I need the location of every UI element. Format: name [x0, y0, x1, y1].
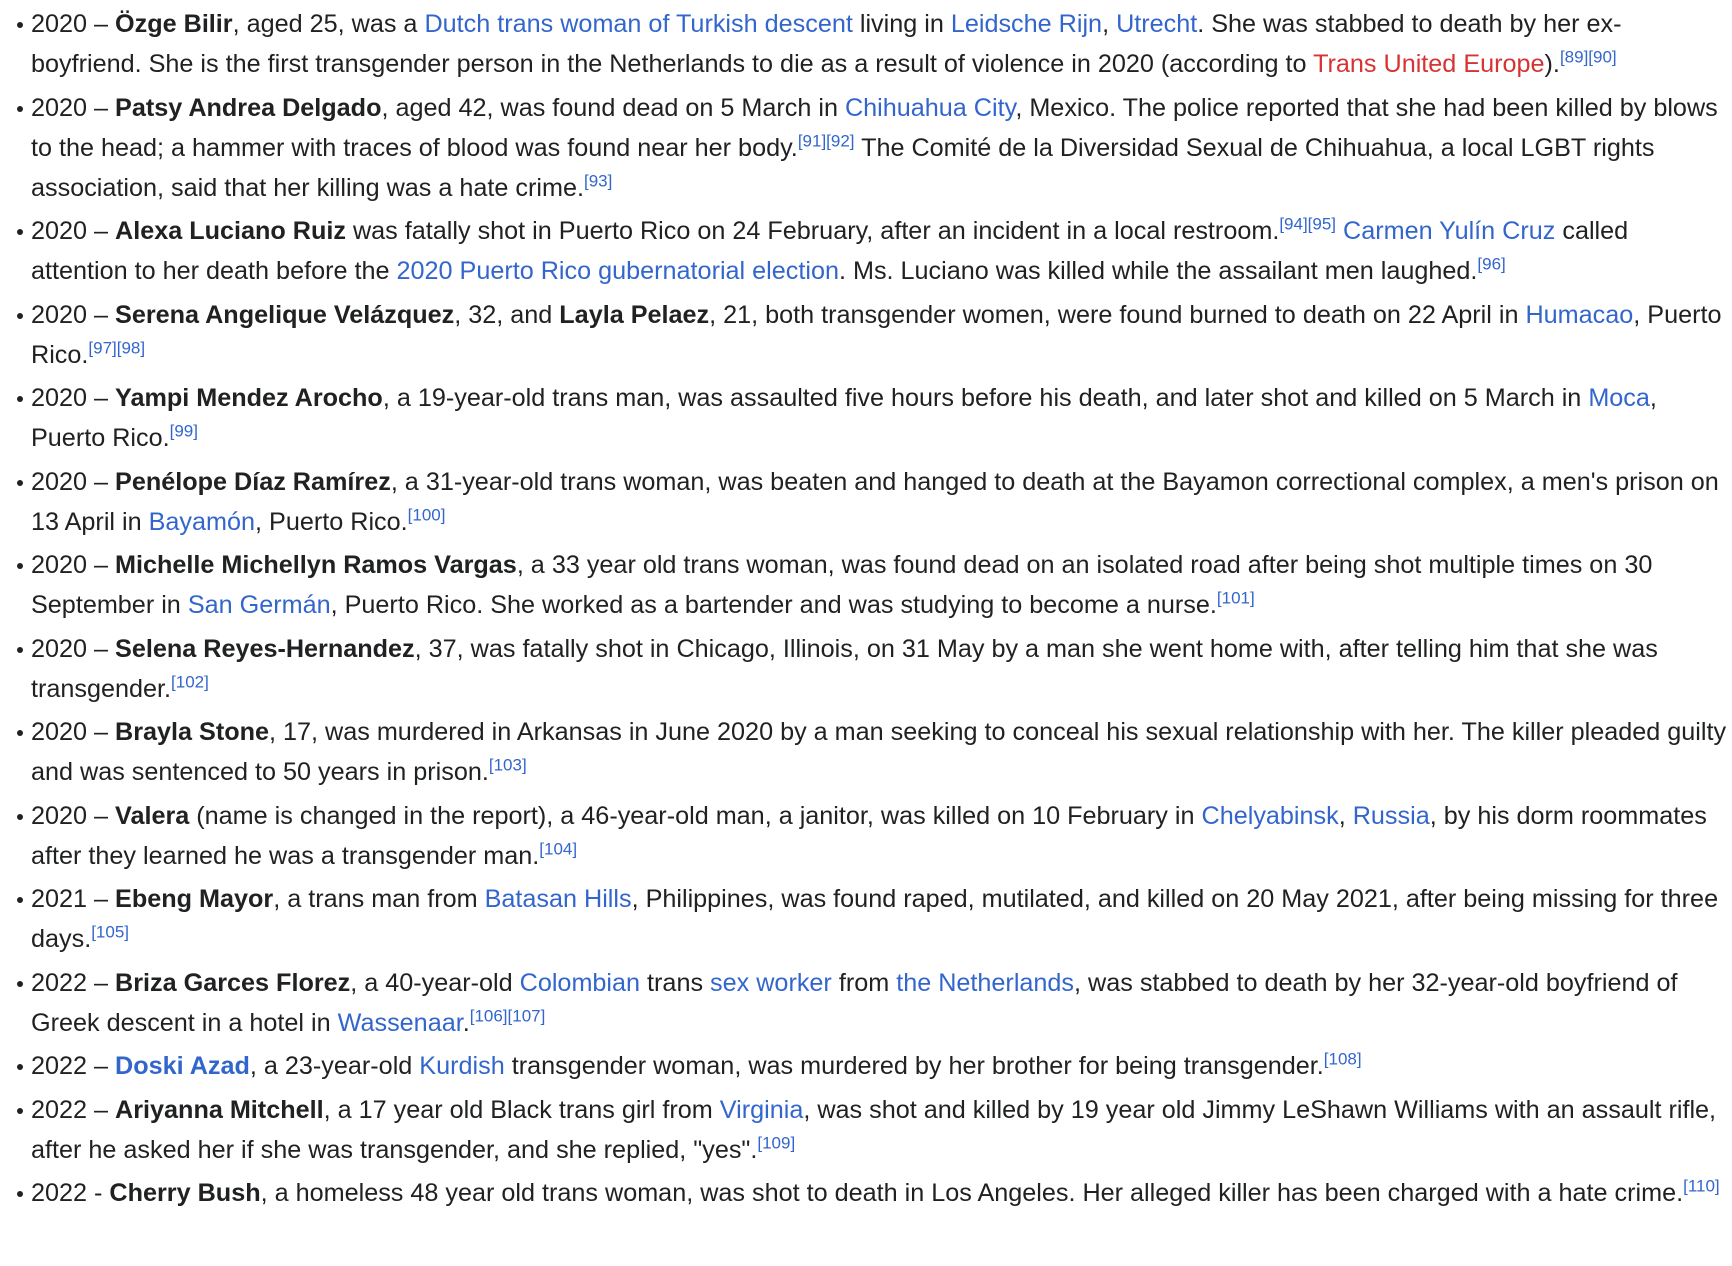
citation-ref	[117, 338, 145, 357]
citation-link[interactable]: [104]	[539, 839, 578, 859]
wiki-link[interactable]: Wassenaar	[337, 1008, 463, 1037]
citation-ref	[489, 756, 527, 775]
victim-name: Ebeng Mayor	[115, 885, 274, 913]
citation-link[interactable]: [90]	[1588, 47, 1617, 67]
victim-name: Cherry Bush	[109, 1179, 261, 1207]
citation-ref	[1308, 215, 1336, 234]
entry-text: living in	[852, 10, 951, 38]
entry-text: , aged 25, was a	[232, 10, 425, 38]
wiki-link[interactable]: Carmen Yulín Cruz	[1343, 217, 1556, 245]
entry-text: 2020 –	[31, 300, 116, 329]
red-link[interactable]: Trans United Europe	[1313, 50, 1545, 78]
entry-text: .	[462, 1008, 470, 1037]
wiki-link[interactable]: sex worker	[710, 968, 832, 997]
entry-text: , Mexico. The police reported that she had been killed by blows to the head; a hammer with traces of blood was found near her body.	[31, 93, 1718, 162]
citation-link[interactable]: [93]	[584, 171, 613, 191]
wiki-link[interactable]: Russia	[1352, 801, 1430, 830]
entry-text: , 32, and	[454, 300, 560, 329]
entry-text: , Puerto Rico.	[31, 300, 1722, 369]
citation-link[interactable]: [109]	[757, 1133, 796, 1153]
entry-text: 2020 –	[31, 217, 116, 245]
entry-text: 2020 –	[31, 718, 116, 746]
citation-ref	[171, 672, 209, 691]
citation-ref	[88, 338, 116, 357]
entry-text: ,	[1102, 10, 1117, 38]
entry-text: , Puerto Rico.	[255, 507, 408, 536]
list-item	[0, 211, 1732, 291]
entry-text: called attention to her death before the	[31, 217, 1629, 285]
wiki-link[interactable]: Utrecht	[1116, 10, 1198, 38]
citation-ref	[826, 131, 854, 150]
victim-name: Yampi Mendez Arocho	[115, 384, 383, 412]
wiki-link[interactable]: Chihuahua City	[844, 93, 1016, 122]
citation-link[interactable]: [108]	[1323, 1049, 1362, 1069]
citation-link[interactable]: [99]	[169, 421, 198, 441]
victim-name: Selena Reyes-Hernandez	[115, 634, 415, 663]
citation-ref	[1560, 48, 1588, 67]
entry-text: 2021 –	[31, 885, 116, 913]
entry-text: from	[831, 968, 897, 997]
victim-name: Michelle Michellyn Ramos Vargas	[115, 551, 517, 579]
victim-name: Serena Angelique Velázquez	[115, 300, 455, 329]
entry-text: , 21, both transgender women, were found burned to death on 22 April in	[709, 300, 1526, 329]
list-item	[0, 629, 1732, 709]
citation-ref	[408, 505, 446, 524]
citation-ref	[1477, 255, 1505, 274]
list-item	[0, 378, 1732, 458]
victim-name: Özge Bilir	[115, 10, 233, 38]
entry-text: 2022 –	[31, 1095, 116, 1124]
incident-list	[0, 4, 1732, 1213]
wiki-link[interactable]: 2020 Puerto Rico gubernatorial election	[396, 257, 839, 285]
citation-ref	[539, 839, 577, 858]
citation-ref	[584, 171, 612, 190]
entry-text: , was stabbed to death by her 32-year-old boyfriend of Greek descent in a hotel in	[31, 968, 1678, 1037]
citation-link[interactable]: [97]	[88, 338, 117, 358]
list-item	[0, 1173, 1732, 1213]
wiki-link[interactable]: Moca	[1588, 384, 1650, 412]
entry-text: 2022 -	[31, 1179, 110, 1207]
citation-link[interactable]: [105]	[91, 922, 130, 942]
entry-text: , Puerto Rico.	[31, 384, 1657, 452]
entry-text: 2020 –	[31, 10, 116, 38]
list-item	[0, 4, 1732, 84]
wiki-link[interactable]: Batasan Hills	[484, 885, 632, 913]
entry-text: , a trans man from	[273, 885, 485, 913]
entry-text: , a 40-year-old	[350, 968, 520, 997]
entry-text: , a homeless 48 year old trans woman, was shot to death in Los Angeles. Her alleged killer has been charged with a hate crime.	[260, 1179, 1684, 1207]
list-item	[0, 462, 1732, 542]
citation-ref	[1217, 589, 1255, 608]
list-item	[0, 88, 1732, 208]
entry-text: transgender woman, was murdered by her brother for being transgender.	[504, 1052, 1324, 1080]
victim-name: Layla Pelaez	[559, 300, 710, 329]
entry-text: , Philippines, was found raped, mutilated, and killed on 20 May 2021, after being missing for three days.	[31, 885, 1719, 953]
citation-link[interactable]: [89]	[1559, 47, 1589, 67]
entry-text: 2020 –	[31, 467, 116, 496]
citation-link[interactable]: [100]	[407, 505, 446, 525]
entry-text: , 37, was fatally shot in Chicago, Illinois, on 31 May by a man she went home with, after telling him that she was transgender.	[31, 634, 1658, 703]
citation-ref	[1588, 48, 1616, 67]
victim-name: Ariyanna Mitchell	[115, 1095, 324, 1124]
entry-text: (name is changed in the report), a 46-year-old man, a janitor, was killed on 10 February in	[189, 801, 1202, 830]
citation-link[interactable]: [94]	[1279, 214, 1308, 234]
citation-ref	[798, 131, 826, 150]
entry-text: ,	[1338, 801, 1353, 830]
citation-ref	[1324, 1050, 1362, 1069]
victim-name: Patsy Andrea Delgado	[115, 93, 382, 122]
wiki-link[interactable]: Chelyabinsk	[1201, 801, 1339, 830]
citation-link[interactable]: [106]	[469, 1006, 508, 1026]
citation-ref	[508, 1006, 546, 1025]
citation-link[interactable]: [107]	[507, 1006, 546, 1026]
list-item	[0, 796, 1732, 876]
entry-text: . Ms. Luciano was killed while the assailant men laughed.	[838, 257, 1478, 285]
citation-link[interactable]: [98]	[116, 338, 146, 358]
entry-text: , Puerto Rico. She worked as a bartender and was studying to become a nurse.	[330, 591, 1217, 619]
entry-text: , a 23-year-old	[249, 1052, 420, 1080]
entry-text: 2020 –	[31, 551, 116, 579]
victim-name: Briza Garces Florez	[115, 968, 351, 997]
wiki-link[interactable]: Dutch trans woman of Turkish descent	[424, 10, 853, 38]
entry-text: , was shot and killed by 19 year old Jimmy LeShawn Williams with an assault rifle, after he asked her if she was transgender, and she replied, "yes".	[31, 1095, 1717, 1164]
entry-text: , a 33 year old trans woman, was found dead on an isolated road after being shot multiple times on 30 September in	[31, 551, 1653, 619]
citation-ref	[91, 923, 129, 942]
entry-text: , a 31-year-old trans woman, was beaten and hanged to death at the Bayamon correctional complex, a men's prison on 13 April in	[31, 467, 1719, 536]
entry-text: The Comité de la Diversidad Sexual de Chihuahua, a local LGBT rights association, said that her killing was a hate crime.	[31, 133, 1655, 202]
list-item	[0, 879, 1732, 959]
entry-text: was fatally shot in Puerto Rico on 24 February, after an incident in a local restroom.	[345, 217, 1280, 245]
citation-link[interactable]: [102]	[171, 672, 209, 692]
citation-link[interactable]: [103]	[488, 755, 527, 775]
wiki-link[interactable]: Bayamón	[148, 507, 256, 536]
citation-link[interactable]: [91]	[797, 131, 827, 151]
entry-text: , a 17 year old Black trans girl from	[323, 1095, 720, 1124]
entry-text: 2022 –	[31, 968, 116, 997]
victim-name: Valera	[115, 801, 190, 830]
entry-text: , a 19-year-old trans man, was assaulted five hours before his death, and later shot and killed on 5 March in	[382, 384, 1589, 412]
entry-text: , 17, was murdered in Arkansas in June 2020 by a man seeking to conceal his sexual relationship with her. The killer pleaded guilty and was sentenced to 50 years in prison.	[31, 718, 1727, 786]
citation-link[interactable]: [96]	[1477, 254, 1506, 274]
entry-text: 2020 –	[31, 801, 116, 830]
entry-text: 2020 –	[31, 384, 116, 412]
citation-link[interactable]: [101]	[1216, 588, 1255, 608]
entry-text: trans	[640, 968, 711, 997]
list-item	[0, 295, 1732, 375]
entry-text: ).	[1544, 50, 1560, 78]
citation-ref	[170, 422, 198, 441]
citation-link[interactable]: [92]	[826, 131, 855, 151]
wiki-link[interactable]: Leidsche Rijn	[950, 10, 1103, 38]
list-item	[0, 1090, 1732, 1170]
list-item	[0, 1046, 1732, 1086]
entry-text: 2022 –	[31, 1052, 116, 1080]
citation-link[interactable]: [95]	[1307, 214, 1337, 234]
wiki-link[interactable]: Colombian	[519, 968, 641, 997]
victim-name: Brayla Stone	[115, 718, 270, 746]
victim-name: Alexa Luciano Ruiz	[115, 217, 346, 245]
wiki-link[interactable]: Humacao	[1525, 300, 1634, 329]
victim-name: Penélope Díaz Ramírez	[115, 467, 391, 496]
wiki-link[interactable]: Doski Azad	[115, 1052, 250, 1080]
entry-text: 2020 –	[31, 634, 116, 663]
entry-text: 2020 –	[31, 93, 116, 122]
citation-ref	[757, 1133, 795, 1152]
citation-ref	[1683, 1177, 1720, 1196]
list-item	[0, 712, 1732, 792]
entry-text: , aged 42, was found dead on 5 March in	[381, 93, 845, 122]
wiki-link[interactable]: the Netherlands	[896, 968, 1075, 997]
wiki-link[interactable]: San Germán	[187, 591, 331, 619]
citation-ref	[470, 1006, 508, 1025]
entry-text: . She was stabbed to death by her ex-boyfriend. She is the first transgender person in the Netherlands to die as a result of violence in 2020 (according to	[31, 10, 1622, 78]
wiki-link[interactable]: Virginia	[719, 1095, 804, 1124]
citation-link[interactable]: [110]	[1683, 1176, 1720, 1196]
citation-ref	[1279, 215, 1307, 234]
list-item	[0, 545, 1732, 625]
entry-text	[1336, 217, 1343, 245]
wiki-link[interactable]: Kurdish	[419, 1052, 505, 1080]
entry-text: , by his dorm roommates after they learned he was a transgender man.	[31, 801, 1707, 870]
list-item	[0, 963, 1732, 1043]
